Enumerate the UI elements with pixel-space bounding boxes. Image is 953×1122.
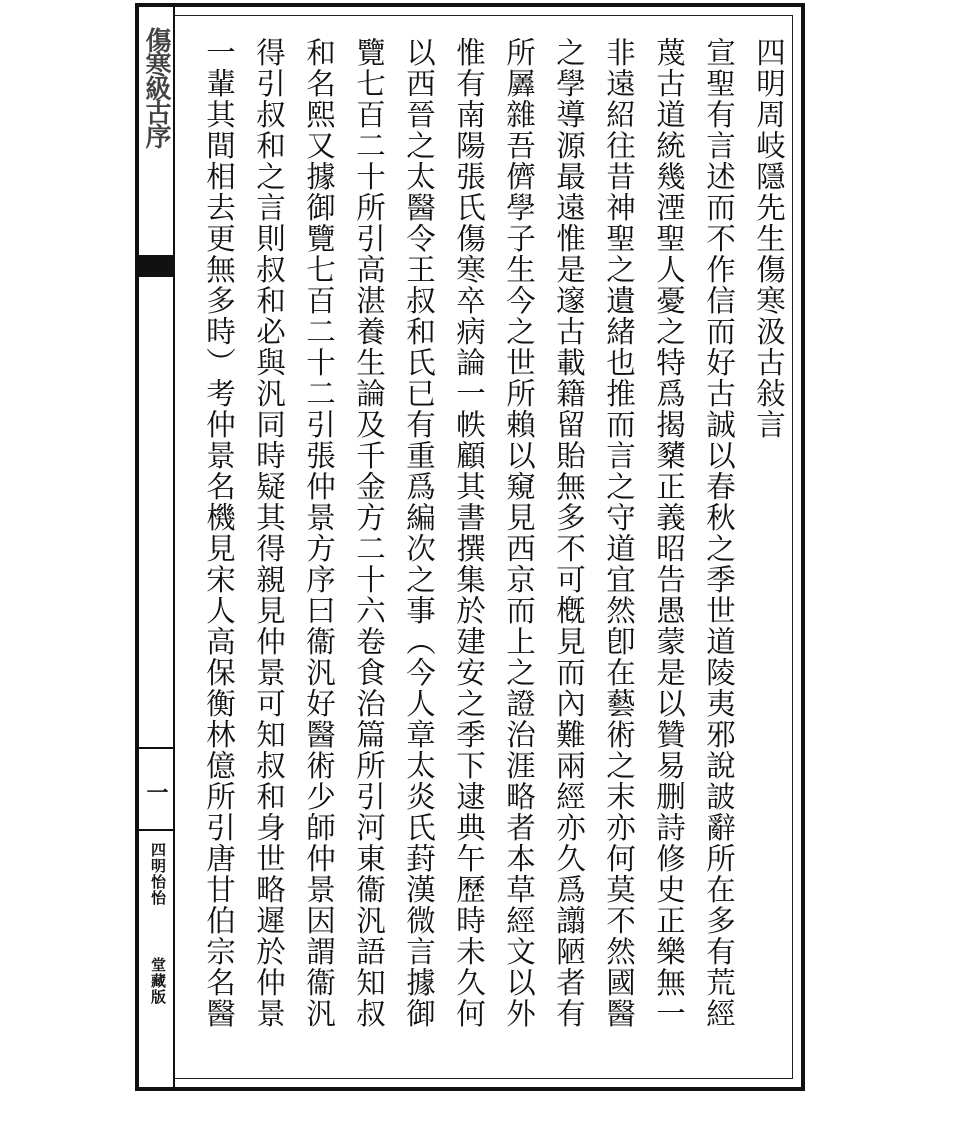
text-column: 之學導源最遠惟是邃古載籍留貽無多不可槪見而內難兩經亦久爲譾陋者有 xyxy=(552,37,586,1029)
text-column: 得引叔和之言則叔和必與汎同時疑其得親見仲景可知叔和身世略遲於仲景 xyxy=(252,37,286,1029)
text-column: 所羼雜吾儕學子生今之世所賴以窺見西京而上之證治涯略者本草經文以外 xyxy=(502,37,536,1029)
text-body xyxy=(189,37,791,1067)
page-number: 一 xyxy=(143,781,169,803)
publisher-label: 四明怡怡 xyxy=(149,842,167,906)
edition-label: 堂藏版 xyxy=(149,957,167,1005)
text-column: 覽七百二十所引高湛養生論及千金方二十六卷食治篇所引河東衞汎語知叔 xyxy=(352,37,386,1029)
text-column: 非遠紹往昔神聖之遺緒也推而言之守道宜然卽在藝術之末亦何莫不然國醫 xyxy=(602,37,636,1029)
text-column: 蔑古道統幾湮聖人憂之特爲揭櫫正義昭告愚蒙是以贊易删詩修史正樂無一 xyxy=(652,37,686,1029)
running-title: 傷寒級古序 xyxy=(141,27,171,147)
text-column: 宣聖有言述而不作信而好古誠以春秋之季世道陵夷邪說詖辭所在多有荒經 xyxy=(702,37,736,1029)
margin-rule xyxy=(139,747,173,749)
page-frame xyxy=(135,3,805,1091)
heading-column: 四明周岐隱先生傷寒汲古敍言 xyxy=(752,37,786,440)
fishtail-mark xyxy=(139,255,173,277)
text-column: 和名熙又據御覽七百二十二引張仲景方序曰衞汎好醫術少師仲景因謂衞汎 xyxy=(302,37,336,1029)
text-column: 惟有南陽張氏傷寒卒病論一帙顧其書撰集於建安之季下逮典午歷時未久何 xyxy=(452,37,486,1029)
margin-rule xyxy=(139,829,173,831)
margin-strip xyxy=(139,7,175,1087)
text-column: 一輩其間相去更無多時）考仲景名機見宋人高保衡林億所引唐甘伯宗名醫 xyxy=(202,37,236,1029)
text-column: 以西晉之太醫令王叔和氏已有重爲編次之事（今人章太炎氏葑漢微言據御 xyxy=(402,37,436,1029)
